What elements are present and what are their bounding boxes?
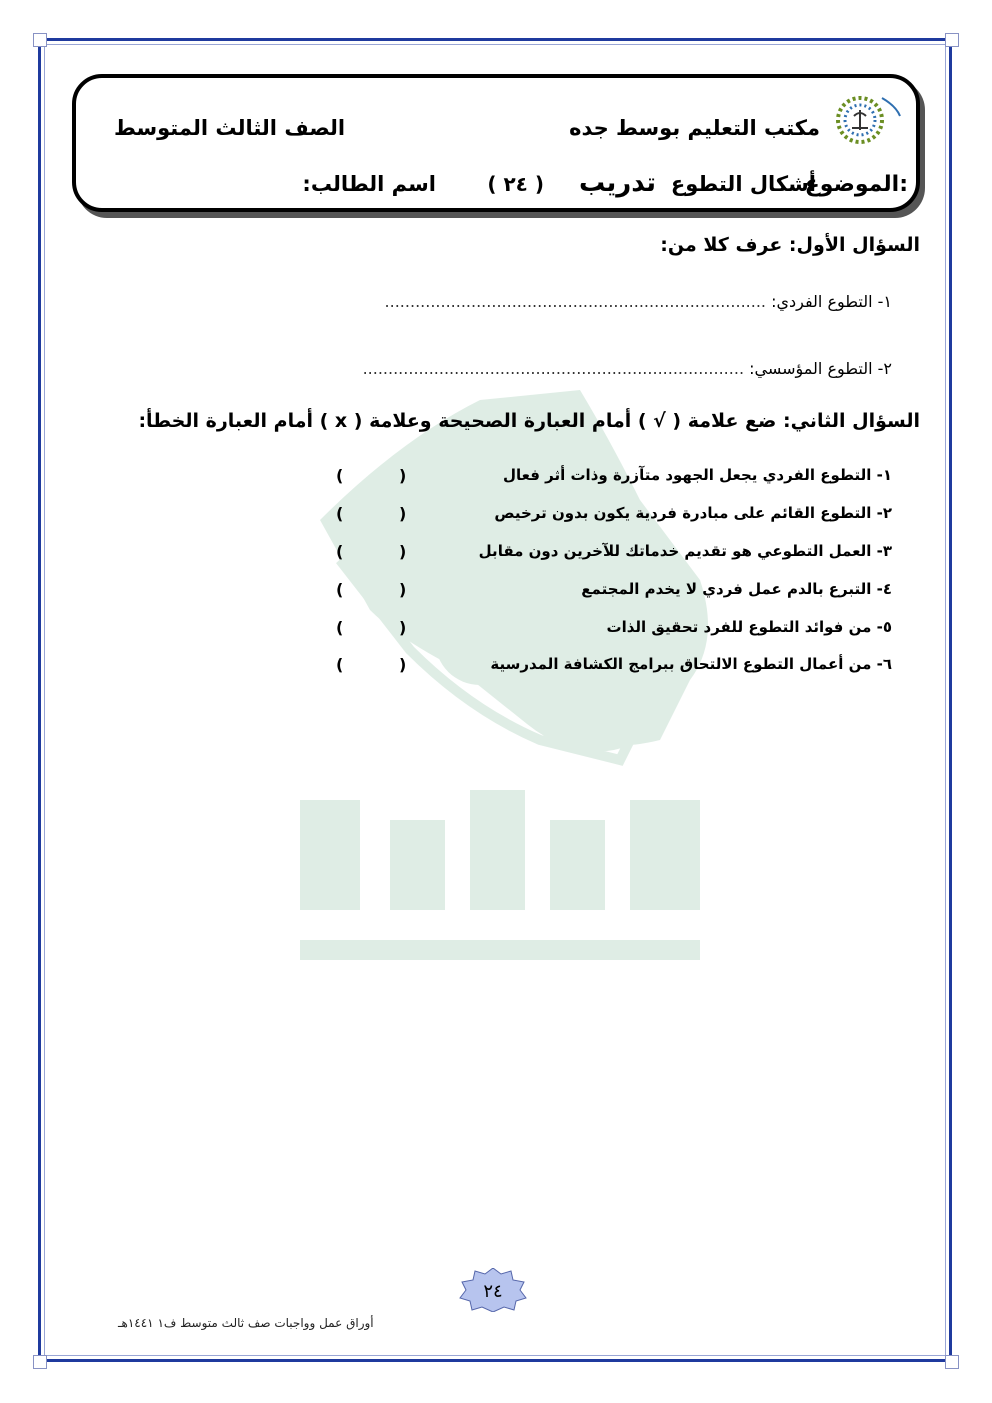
training-label: تدريب: [578, 168, 656, 198]
answer-dots[interactable]: ...........................................................................: [362, 359, 745, 378]
header-box: [72, 74, 920, 212]
definition-label: ٢- التطوع المؤسسي:: [749, 359, 892, 378]
definition-line-1: [385, 292, 892, 311]
answer-box-5[interactable]: ( ): [336, 618, 407, 637]
subject-label: الموضوع:: [804, 172, 908, 197]
office-name: مكتب التعليم بوسط جده: [569, 116, 820, 140]
corner-ornament: [945, 1355, 959, 1369]
statement-5: ٥- من فوائد التطوع للفرد تحقيق الذات: [606, 618, 892, 636]
statement-1: ١- التطوع الفردي يجعل الجهود متآزرة وذات أثر فعال: [503, 466, 892, 484]
training-number: ( ٢٤ ): [487, 172, 544, 196]
answer-box-6[interactable]: ( ): [336, 655, 407, 674]
answer-box-1[interactable]: ( ): [336, 466, 407, 485]
statement-6: ٦- من أعمال التطوع الالتحاق ببرامج الكشافة المدرسية: [490, 655, 892, 673]
corner-ornament: [33, 33, 47, 47]
ministry-logo-icon: [812, 88, 904, 148]
question-1-title: السؤال الأول: عرف كلا من:: [660, 234, 920, 256]
corner-ornament: [945, 33, 959, 47]
answer-box-2[interactable]: ( ): [336, 504, 407, 523]
answer-box-4[interactable]: ( ): [336, 580, 407, 599]
page-number: ٢٤: [483, 1281, 503, 1302]
corner-ornament: [33, 1355, 47, 1369]
statement-4: ٤- التبرع بالدم عمل فردي لا يخدم المجتمع: [581, 580, 892, 598]
answer-box-3[interactable]: ( ): [336, 542, 407, 561]
statement-3: ٣- العمل التطوعي هو تقديم خدماتك للآخرين دون مقابل: [478, 542, 892, 560]
answer-dots[interactable]: ...........................................................................: [384, 292, 766, 311]
definition-line-2: [363, 359, 892, 378]
question-2-title: السؤال الثاني: ضع علامة ( √ ) أمام العبارة الصحيحة وعلامة ( x ) أمام العبارة الخطأ:: [138, 410, 920, 432]
page-number-badge: [458, 1268, 528, 1312]
grade-label: الصف الثالث المتوسط: [114, 116, 346, 140]
footer-text: أوراق عمل وواجبات صف ثالث متوسط ف١ ١٤٤١هـ: [118, 1316, 374, 1330]
student-name-label: اسم الطالب:: [302, 172, 436, 196]
statement-2: ٢- التطوع القائم على مبادرة فردية يكون بدون ترخيص: [494, 504, 892, 522]
subject-value: أشكال التطوع: [670, 172, 816, 196]
definition-label: ١- التطوع الفردي:: [771, 292, 892, 311]
